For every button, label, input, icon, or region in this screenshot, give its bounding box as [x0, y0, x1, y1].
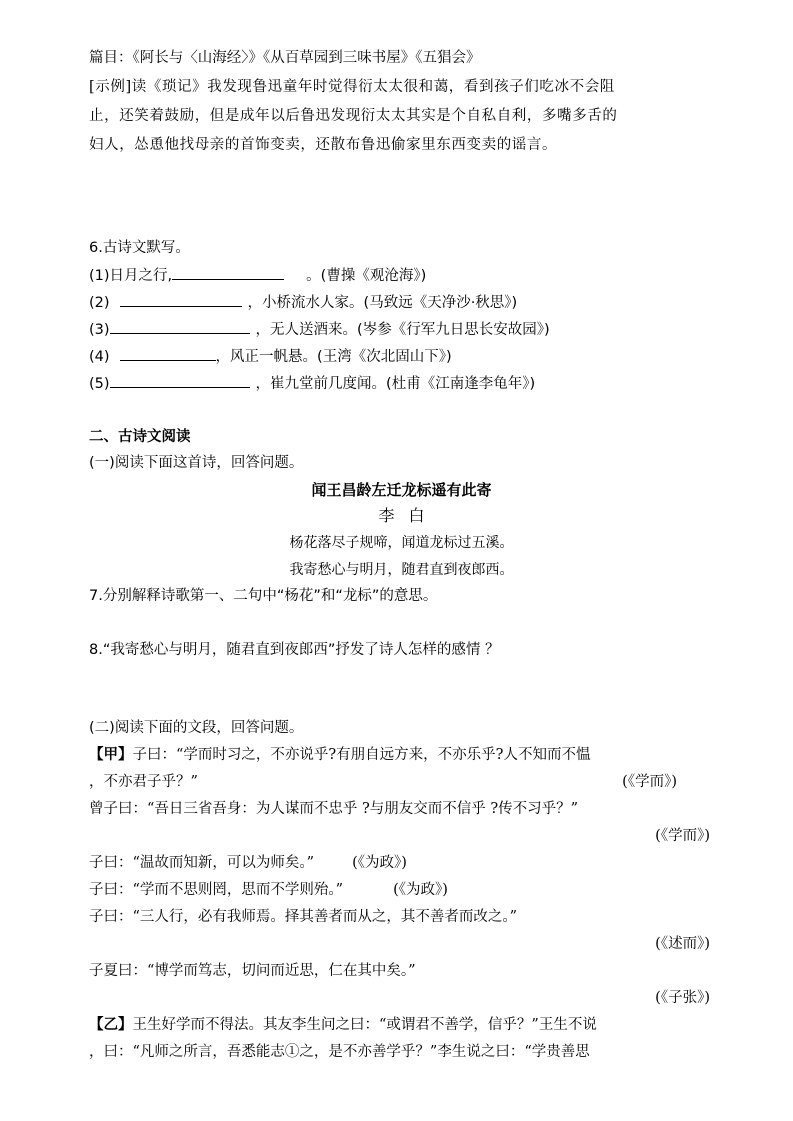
- source-weizheng-2: (《为政》): [393, 882, 448, 898]
- passage-line-zengzi: 曾子曰：“吾日三省吾身：为人谋而不忠乎 ?与朋友交而不信乎 ?传不习乎？”: [89, 801, 579, 817]
- passage-line-weizheng-1: [89, 853, 714, 873]
- example-line-1: [示例]读《琐记》我发现鲁迅童年时觉得衍太太很和蔼，看到孩子们吃冰不会阻: [89, 79, 615, 95]
- fill-item-1-pre: (1)日月之行,: [89, 268, 173, 284]
- fill-item-4-pre: (4): [89, 349, 110, 365]
- answer-blank-5[interactable]: [110, 373, 250, 388]
- source-xueer-2: (《学而》): [655, 828, 710, 844]
- yi-mark: 【乙】: [89, 1017, 133, 1033]
- passage-yi-text-1: 王生好学而不得法。其友李生问之曰：“或谓君不善学，信乎？”王生不说: [132, 1017, 597, 1033]
- poem-line-1: 杨花落尽子规啼，闻道龙标过五溪。: [289, 535, 514, 551]
- example-line-2: 止，还笑着鼓励，但是成年以后鲁迅发现衍太太其实是个自私自利，多嘴多舌的: [89, 108, 618, 124]
- fill-item-3-post: ，无人送酒来。(岑参《行军九日思长安故园》): [255, 322, 550, 338]
- passage-text-xueersi: 子曰：“学而不思则罔，思而不学则殆。”: [89, 882, 344, 898]
- fill-item-3: [89, 319, 714, 340]
- answer-blank-4[interactable]: [120, 346, 216, 361]
- fill-item-5-post: ，崔九堂前几度闻。(杜甫《江南逢李龟年》): [255, 376, 536, 392]
- fill-item-2-post: ，小桥流水人家。(马致远《天净沙·秋思》): [247, 295, 518, 311]
- source-weizheng-1: (《为政》): [352, 855, 407, 871]
- poem-title: 闻王昌龄左迁龙标遥有此寄: [311, 481, 492, 499]
- source-shuer: (《述而》): [655, 936, 710, 952]
- passage-yi-line-2: ，曰：“凡师之所言，吾悉能志①之，是不亦善学乎？”李生说之曰：“学贵善思: [89, 1044, 590, 1060]
- passage-line-zixia: 子夏曰：“博学而笃志，切问而近思，仁在其中矣。”: [89, 963, 416, 979]
- section-2-heading: 二、古诗文阅读: [89, 429, 191, 445]
- fill-item-4-post: ，风正一帆悬。(王湾《次北固山下》): [215, 349, 452, 365]
- passage-line-weizheng-2: [89, 880, 714, 900]
- passage-jia-text-1: 子曰：“学而时习之，不亦说乎?有朋自远方来，不亦乐乎?人不知而不愠: [132, 747, 591, 763]
- question-8: 8.“我寄愁心与明月，随君直到夜郎西”抒发了诗人怎样的感情 ？: [89, 642, 500, 658]
- fill-item-4: [89, 346, 714, 367]
- poem-author: 李白: [378, 506, 439, 525]
- answer-blank-1[interactable]: [172, 265, 284, 280]
- question-7: 7.分别解释诗歌第一、二句中“杨花”和“龙标”的意思。: [89, 588, 438, 604]
- answer-blank-2[interactable]: [120, 292, 242, 307]
- subsection-2-instruction: (二)阅读下面的文段，回答问题。: [89, 720, 304, 736]
- passage-line-sanren: 子曰：“三人行，必有我师焉。择其善者而从之，其不善者而改之。”: [89, 909, 518, 925]
- fill-item-3-pre: (3): [89, 322, 110, 338]
- source-xueer-1: (《学而》): [622, 774, 677, 790]
- question-6-title: 6.古诗文默写。: [89, 240, 190, 256]
- fill-item-5: [89, 373, 714, 394]
- source-zizhang: (《子张》): [655, 990, 710, 1006]
- passage-jia-line-2: ，不亦君子乎？”: [89, 774, 198, 790]
- fill-item-2: [89, 292, 714, 313]
- subsection-1-instruction: (一)阅读下面这首诗，回答问题。: [89, 455, 304, 471]
- fill-item-1: [89, 265, 714, 286]
- reading-titles-line: 篇目：《阿长与〈山海经〉》《从百草园到三味书屋》《五猖会》: [89, 50, 481, 66]
- answer-blank-3[interactable]: [110, 319, 250, 334]
- example-line-3: 妇人，怂恿他找母亲的首饰变卖，还散布鲁迅偷家里东西变卖的谣言。: [89, 137, 558, 153]
- fill-item-1-post: 。(曹操《观沧海》): [306, 268, 427, 284]
- passage-text-wengu: 子曰：“温故而知新，可以为师矣。”: [89, 855, 315, 871]
- passage-yi-line-1: [89, 1015, 714, 1035]
- fill-item-5-pre: (5): [89, 376, 110, 392]
- fill-item-2-pre: (2): [89, 295, 110, 311]
- jia-mark: 【甲】: [89, 747, 133, 763]
- passage-jia-line-1: [89, 745, 714, 765]
- poem-line-2: 我寄愁心与明月，随君直到夜郎西。: [289, 562, 514, 578]
